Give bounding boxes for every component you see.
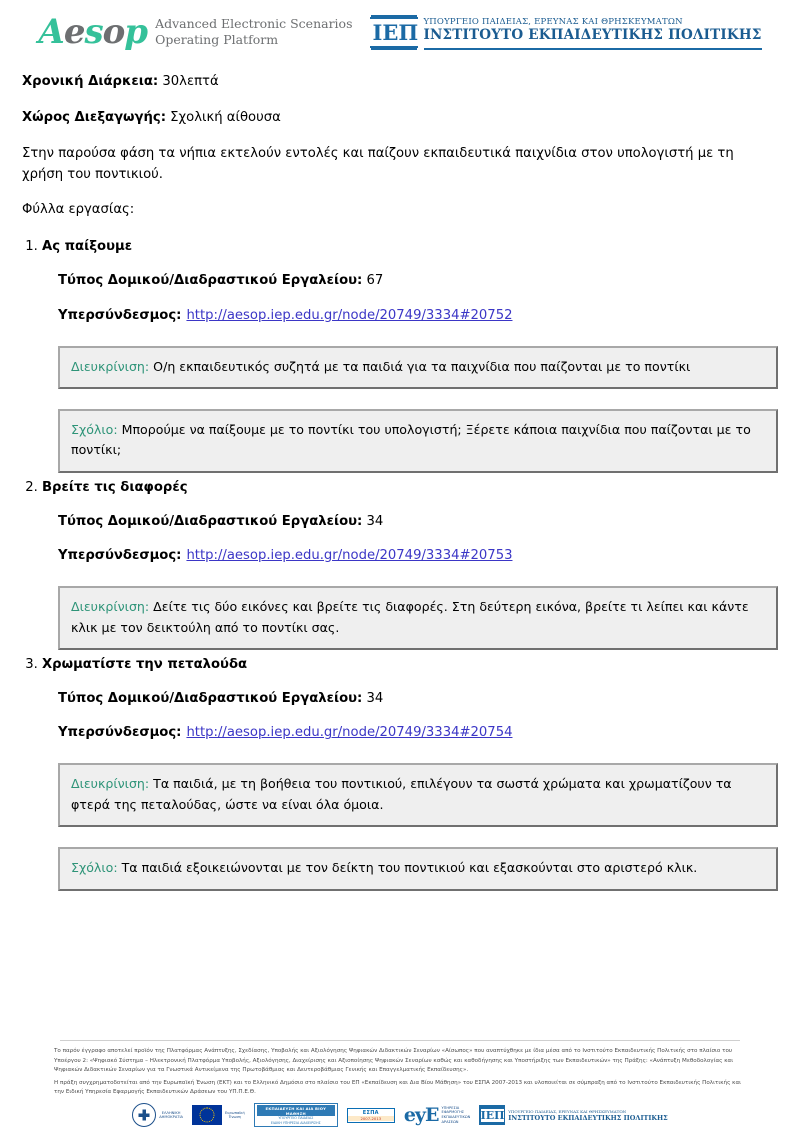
iep-footer-institute-line: ΙΝΣΤΙΤΟΥΤΟ ΕΚΠΑΙΔΕΥΤΙΚΗΣ ΠΟΛΙΤΙΚΗΣ [508, 1113, 668, 1122]
tool-type-value: 67 [362, 273, 384, 289]
comment-label: Σχόλιο: [71, 860, 118, 876]
clarification-text: Ο/η εκπαιδευτικός συζητά με τα παιδιά για τα παιχνίδια που παίζονται με το ποντίκι [149, 358, 691, 374]
tool-type-row [58, 511, 778, 532]
worksheet-body [42, 511, 778, 650]
edu-program-logo [254, 1103, 338, 1127]
comment-box [58, 409, 778, 473]
hyperlink-row [58, 722, 778, 743]
aesop-tagline-line1: Advanced Electronic Scenarios [155, 16, 353, 32]
duration-value: 30λεπτά [158, 74, 219, 89]
tool-type-label: Τύπος Δομικού/Διαδραστικού Εργαλείου: [58, 513, 363, 529]
edu-program-mid-label: ΥΠΟΥΡΓΕΙΟ ΠΑΙΔΕΙΑΣ ΕΙΔΙΚΗ ΥΠΗΡΕΣΙΑ ΔΙΑΧΕΙΡΙΣΗΣ [270, 1116, 321, 1125]
iep-footer-monogram-icon [479, 1105, 505, 1125]
greek-republic-emblem-icon [132, 1103, 156, 1127]
clarification-box [58, 586, 778, 650]
eye-logo [403, 1103, 471, 1126]
duration-row [22, 72, 778, 93]
tool-type-row [58, 688, 778, 709]
iep-footer-monogram-text: IEΠ [480, 1108, 505, 1122]
aesop-tagline [155, 16, 352, 47]
eu-flag-icon [192, 1105, 222, 1125]
tool-type-row [58, 270, 778, 291]
document-header [0, 0, 800, 58]
worksheet-link[interactable]: http://aesop.iep.edu.gr/node/20749/3334#20754 [186, 725, 513, 741]
hyperlink-label: Υπερσύνδεσμος: [58, 725, 182, 741]
list-item [42, 654, 778, 891]
clarification-label: Διευκρίνιση: [71, 358, 150, 374]
comment-label: Σχόλιο: [71, 422, 118, 438]
worksheets-heading: Φύλλα εργασίας: [22, 202, 135, 218]
tool-type-value: 34 [362, 513, 384, 529]
greek-republic-caption: ΕΛΛΗΝΙΚΗ ΔΗΜΟΚΡΑΤΙΑ [159, 1110, 184, 1119]
iep-institute-line: ΙΝΣΤΙΤΟΥΤΟ ΕΚΠΑΙΔΕΥΤΙΚΗΣ ΠΟΛΙΤΙΚΗΣ [423, 27, 762, 43]
iep-ministry-line: ΥΠΟΥΡΓΕΙΟ ΠΑΙΔΕΙΑΣ, ΕΡΕΥΝΑΣ ΚΑΙ ΘΡΗΣΚΕΥΜΑΤΩΝ [423, 17, 683, 27]
edu-program-top-label: ΕΚΠΑΙΔΕΥΣΗ ΚΑΙ ΔΙΑ ΒΙΟΥ ΜΑΘΗΣΗ [257, 1105, 335, 1116]
iep-footer-text [508, 1109, 668, 1122]
iep-logo [371, 15, 762, 50]
place-label: Χώρος Διεξαγωγής: [22, 109, 166, 125]
comment-text: Τα παιδιά εξοικειώνονται με τον δείκτη του ποντικιού και εξασκούνται στο αριστερό κλικ. [117, 860, 698, 876]
document-footer [0, 1040, 800, 1127]
duration-label: Χρονική Διάρκεια: [22, 74, 159, 89]
phase-description: Στην παρούσα φάση τα νήπια εκτελούν εντολές και παίζουν εκπαιδευτικά παιχνίδια στον υπολογιστή με τη χρήση του ποντικιού. [22, 145, 734, 182]
iep-footer-ministry-line: ΥΠΟΥΡΓΕΙΟ ΠΑΙΔΕΙΑΣ, ΕΡΕΥΝΑΣ ΚΑΙ ΘΡΗΣΚΕΥΜΑΤΩΝ [508, 1108, 627, 1114]
footer-logo-strip [40, 1101, 760, 1127]
place-row [22, 108, 778, 129]
espa-logo [347, 1108, 395, 1123]
tool-type-value: 34 [362, 691, 384, 707]
clarification-box [58, 346, 778, 389]
place-value: Σχολική αίθουσα [165, 109, 281, 125]
clarification-label: Διευκρίνιση: [71, 776, 150, 792]
list-item [42, 236, 778, 473]
iep-logo-text [424, 15, 762, 50]
footer-paragraph-2: Η πράξη συγχρηματοδοτείται από την Ευρωπαϊκή Ένωση (ΕΚΤ) και το Ελληνικό Δημόσιο στο πλαίσιο του ΕΠ «Εκπαίδευση και Δια Βίου Μάθηση» του ΕΣΠΑ 2007-2013 και υλοποιείται σε σύμπραξη από το Ινστιτούτο Εκπαιδευτικής Πολιτικής και την Ειδική Υπηρεσία Εφαρμογής Εκπαιδευτικών Δράσεων του ΥΠ.Π.Ε.Θ. [54, 1079, 742, 1096]
worksheet-title: 3. Χρωματίστε την πεταλούδα [42, 657, 248, 672]
greek-republic-logo [132, 1103, 183, 1127]
footer-paragraph-1: Το παρόν έγγραφο αποτελεί προϊόν της Πλατφόρμας Ανάπτυξης, Σχεδίασης, Υποβολής και Αξιολόγησης Ψηφιακών Διδακτικών Σεναρίων «Αίσωπος» που αναπτύχθηκε με ίδια μέσα από το Ινστιτούτο Εκπαιδευτικής Πολιτικής στο πλαίσιο του Υποέργου 2: «Ψηφιακό Σύστημα – Ηλεκτρονική Πλατφόρμα Υποβολής, Αξιολόγησης, Διαχείρισης και Αξιοποίησης Ψηφιακών Σεναρίων καθώς και καθοδήγησης και Υποστήριξης των Εκπαιδευτικών» της Πράξης: «Ανάπτυξη Μεθοδολογίας και Ψηφιακών Διδακτικών Σεναρίων για τα Γνωστικά Αντικείμενα της Πρωτοβάθμιας και Δευτεροβάθμιας Γενικής και Επαγγελματικής Εκπαίδευσης». [54, 1047, 734, 1074]
footer-divider [60, 1040, 740, 1041]
iep-monogram-text: IEΠ [370, 17, 418, 48]
eu-caption: Ευρωπαϊκή Ένωση [225, 1110, 245, 1119]
eye-monogram-icon: eyE [403, 1103, 439, 1126]
list-item [42, 477, 778, 650]
eu-logo [192, 1105, 245, 1125]
worksheet-link[interactable]: http://aesop.iep.edu.gr/node/20749/3334#20752 [186, 307, 513, 323]
iep-footer-logo [479, 1105, 668, 1125]
hyperlink-label: Υπερσύνδεσμος: [58, 307, 182, 323]
worksheet-body [42, 270, 778, 472]
tool-type-label: Τύπος Δομικού/Διαδραστικού Εργαλείου: [58, 273, 363, 289]
worksheet-body [42, 688, 778, 890]
comment-text: Μπορούμε να παίξουμε με το ποντίκι του υπολογιστή; Ξέρετε κάποια παιχνίδια που παίζονται με το ποντίκι; [71, 422, 751, 458]
hyperlink-label: Υπερσύνδεσμος: [58, 548, 182, 564]
aesop-wordmark: Aesop [38, 12, 148, 52]
comment-box [58, 847, 778, 890]
clarification-label: Διευκρίνιση: [71, 599, 150, 615]
clarification-text: Τα παιδιά, με τη βοήθεια του ποντικιού, επιλέγουν τα σωστά χρώματα και χρωματίζουν τα φτερά της πεταλούδας, ώστε να είναι όλα όμοια. [71, 776, 732, 812]
espa-label: ΕΣΠΑ [362, 1109, 379, 1116]
hyperlink-row [58, 545, 778, 566]
worksheet-link[interactable]: http://aesop.iep.edu.gr/node/20749/3334#20753 [186, 548, 513, 564]
eye-caption: ΥΠΗΡΕΣΙΑ ΕΦΑΡΜΟΓΗΣ ΕΚΠΑΙΔΕΥΤΙΚΩΝ ΔΡΑΣΕΩΝ [441, 1105, 471, 1124]
aesop-tagline-line2: Operating Platform [155, 32, 279, 47]
worksheet-title: 1. Ας παίξουμε [42, 239, 133, 255]
document-content [0, 58, 800, 891]
worksheet-title: 2. Βρείτε τις διαφορές [42, 479, 188, 495]
clarification-text: Δείτε τις δύο εικόνες και βρείτε τις διαφορές. Στη δεύτερη εικόνα, βρείτε τι λείπει και κάντε κλικ με τον δεικτούλη από το ποντίκι σας. [71, 599, 749, 635]
iep-monogram-icon [371, 15, 417, 50]
tool-type-label: Τύπος Δομικού/Διαδραστικού Εργαλείου: [58, 691, 363, 707]
hyperlink-row [58, 305, 778, 326]
aesop-logo [38, 12, 353, 52]
footer-legal-text [40, 1047, 760, 1098]
worksheet-list [22, 236, 778, 890]
clarification-box [58, 763, 778, 827]
espa-years: 2007-2013 [348, 1116, 394, 1121]
